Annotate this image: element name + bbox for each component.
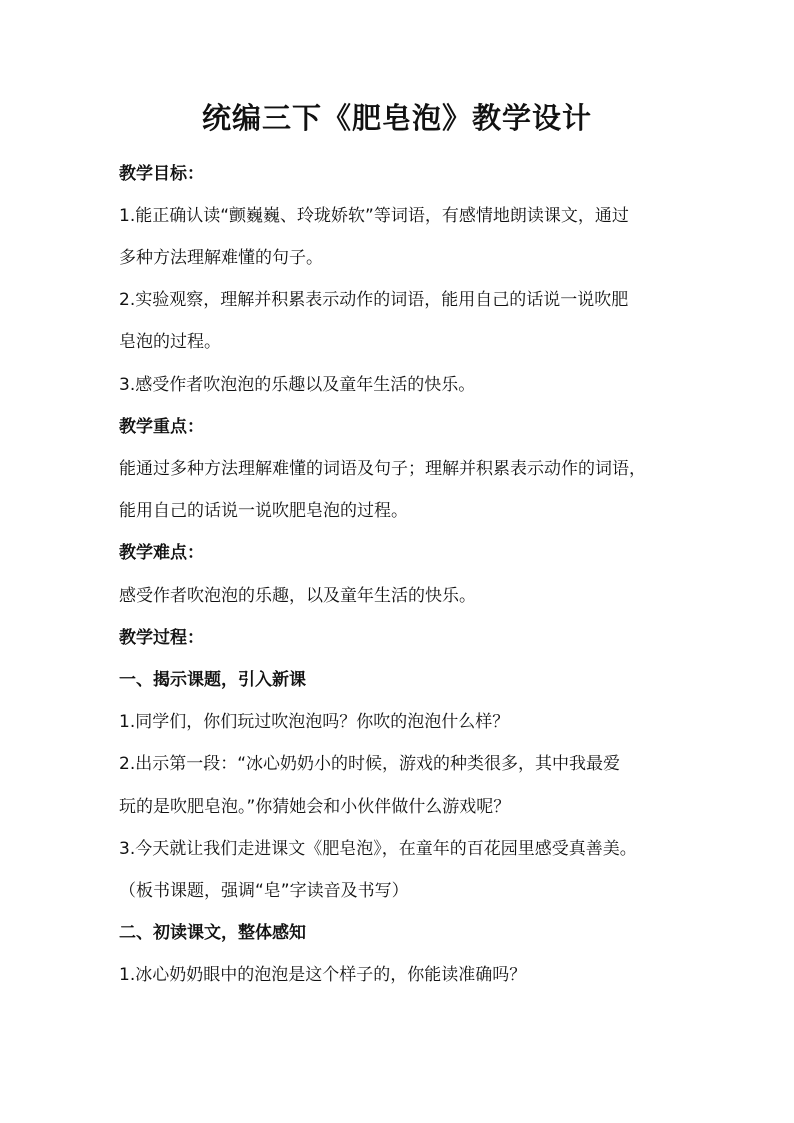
key-points-heading: 教学重点： [119,417,204,437]
difficulty-text: 感受作者吹泡泡的乐趣，以及童年生活的快乐。 [119,586,476,606]
process-heading: 教学过程： [119,628,204,648]
section-1-item-1: 1.同学们，你们玩过吹泡泡吗？你吹的泡泡什么样？ [119,712,510,732]
section-2-heading: 二、初读课文，整体感知 [119,923,306,943]
goal-1-line-1: 1.能正确认读“颤巍巍、玲珑娇软”等词语，有感情地朗读课文，通过 [119,206,629,226]
section-1-item-2-line-1: 2.出示第一段：“冰心奶奶小的时候，游戏的种类很多，其中我最爱 [119,754,621,774]
goal-3: 3.感受作者吹泡泡的乐趣以及童年生活的快乐。 [119,375,476,395]
section-1-note: （板书课题，强调“皂”字读音及书写） [119,881,409,901]
goal-2-line-1: 2.实验观察，理解并积累表示动作的词语，能用自己的话说一说吹肥 [119,290,629,310]
difficulty-heading: 教学难点： [119,543,204,563]
goal-1-line-2: 多种方法理解难懂的句子。 [119,248,323,268]
document-title: 统编三下《肥皂泡》教学设计 [201,101,592,135]
goals-heading: 教学目标： [119,164,204,184]
section-1-item-2-line-2: 玩的是吹肥皂泡。”你猜她会和小伙伴做什么游戏呢？ [119,797,511,817]
section-2-item-1: 1.冰心奶奶眼中的泡泡是这个样子的，你能读准确吗？ [119,965,527,985]
key-points-line-2: 能用自己的话说一说吹肥皂泡的过程。 [119,501,408,521]
section-1-item-3: 3.今天就让我们走进课文《肥皂泡》，在童年的百花园里感受真善美。 [119,839,637,859]
goal-2-line-2: 皂泡的过程。 [119,332,221,352]
section-1-heading: 一、揭示课题，引入新课 [119,670,306,690]
key-points-line-1: 能通过多种方法理解难懂的词语及句子；理解并积累表示动作的词语， [119,459,646,479]
